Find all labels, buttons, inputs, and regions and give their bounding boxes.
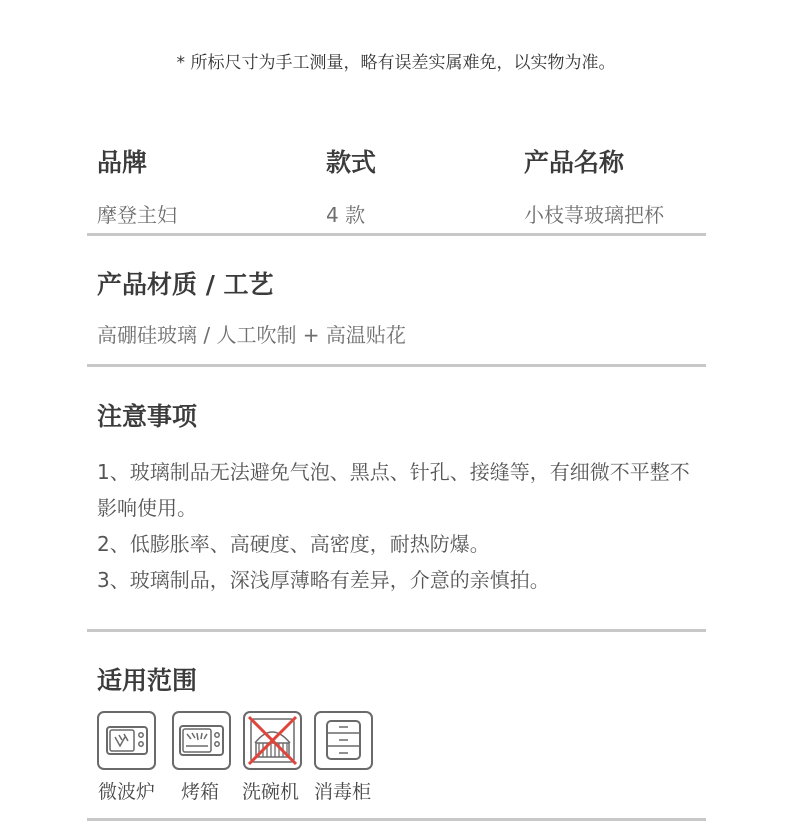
spec-header-name: 产品名称 [524, 148, 625, 177]
divider [87, 233, 706, 236]
oven-icon [172, 711, 231, 770]
spec-header-brand: 品牌 [97, 148, 148, 177]
usage-label-microwave: 微波炉 [98, 781, 156, 803]
notice-item: 3、玻璃制品，深浅厚薄略有差异，介意的亲慎拍。 [97, 568, 550, 592]
spec-header-style: 款式 [326, 148, 377, 177]
divider [87, 818, 706, 821]
microwave-icon [97, 711, 156, 770]
divider [87, 629, 706, 632]
usage-title: 适用范围 [97, 666, 198, 695]
usage-label-oven: 烤箱 [181, 781, 220, 803]
spec-value-name: 小枝荨玻璃把杯 [524, 203, 664, 227]
notice-title: 注意事项 [97, 402, 198, 431]
notice-item: 2、低膨胀率、高硬度、高密度，耐热防爆。 [97, 532, 490, 556]
divider [87, 364, 706, 367]
material-value: 高硼硅玻璃 / 人工吹制 + 高温贴花 [97, 323, 406, 347]
spec-value-style: 4 款 [326, 203, 366, 227]
material-title: 产品材质 / 工艺 [97, 270, 274, 299]
dishwasher-icon [243, 711, 302, 770]
notice-list [97, 454, 709, 598]
spec-value-brand: 摩登主妇 [97, 203, 177, 227]
usage-label-sterilizer: 消毒柜 [314, 781, 372, 803]
measurement-note: * 所标尺寸为手工测量，略有误差实属难免，以实物为准。 [176, 53, 616, 73]
usage-label-dishwasher: 洗碗机 [242, 781, 300, 803]
sterilizer-cabinet-icon [314, 711, 373, 770]
notice-item: 1、玻璃制品无法避免气泡、黑点、针孔、接缝等，有细微不平整不影响使用。 [97, 460, 690, 520]
